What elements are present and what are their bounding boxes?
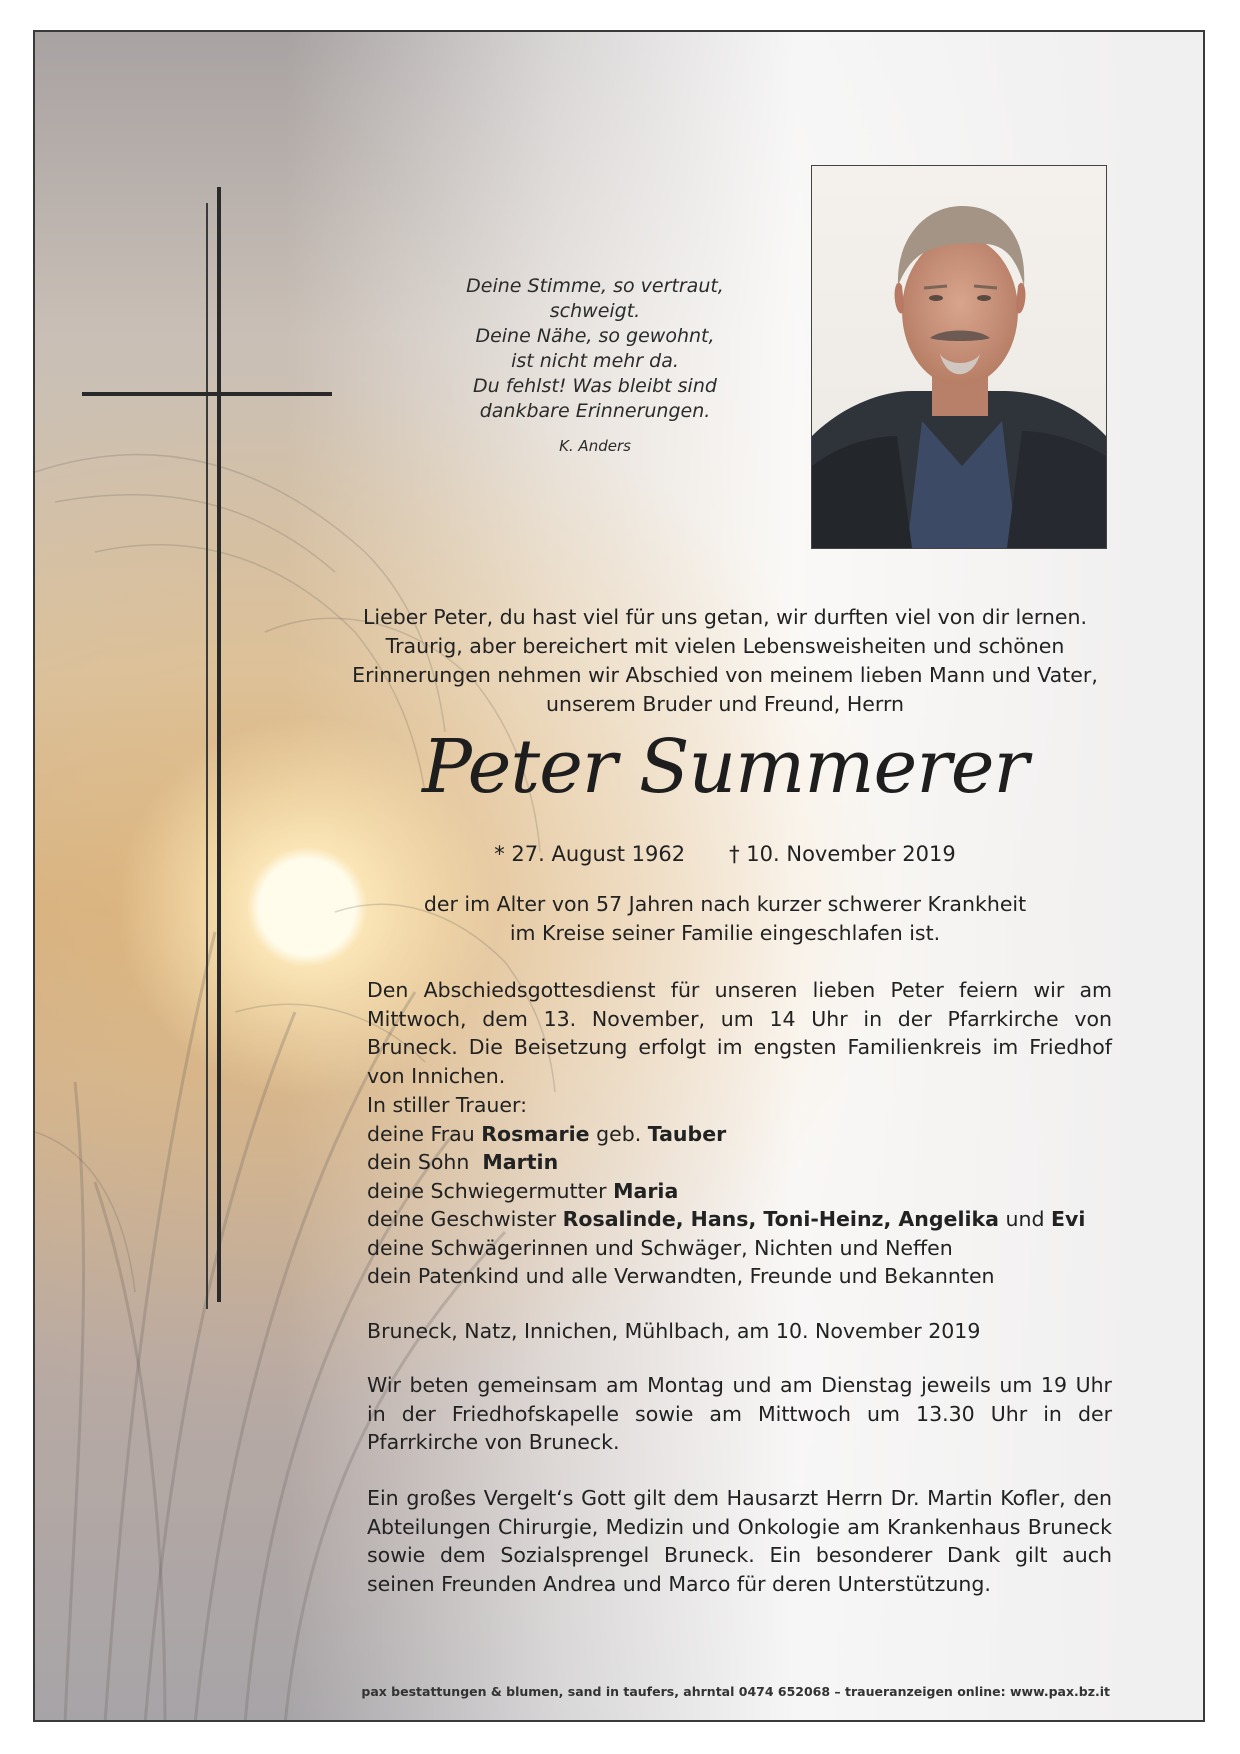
mourner-text: dein Sohn <box>367 1150 483 1174</box>
funeral-home-footer: pax bestattungen & blumen, sand in taufers, ahrntal 0474 652068 – traueranzeigen online: www.pax.bz.it <box>361 1684 1110 1699</box>
mourner-line <box>367 1177 1112 1206</box>
prayer-paragraph <box>367 1371 1112 1457</box>
mourners-heading: In stiller Trauer: <box>367 1093 527 1117</box>
poem-line: Deine Stimme, so vertraut, <box>466 275 724 297</box>
age-line: der im Alter von 57 Jahren nach kurzer schwerer Krankheit <box>423 892 1027 916</box>
mourner-name: Rosalinde, Hans, Toni-Heinz, Angelika <box>562 1207 999 1231</box>
thanks-paragraph <box>367 1484 1112 1598</box>
intro-line: unserem Bruder und Freund, Herrn <box>546 692 904 716</box>
mourner-name: Rosmarie <box>481 1121 590 1146</box>
mourner-text: deine Geschwister <box>367 1207 563 1231</box>
portrait-photo <box>811 165 1107 549</box>
mourners-list <box>367 1091 1112 1291</box>
mourner-name: Tauber <box>647 1121 727 1146</box>
memorial-poem <box>425 274 765 459</box>
mourner-text: und <box>998 1207 1051 1231</box>
poem-line: Deine Nähe, so gewohnt, <box>475 325 715 347</box>
life-dates <box>335 840 1115 869</box>
mourner-text: deine Frau <box>367 1121 482 1146</box>
mourner-text: geb. <box>589 1121 648 1146</box>
place-date: Bruneck, Natz, Innichen, Mühlbach, am 10. November 2019 <box>367 1319 981 1343</box>
mourner-line <box>367 1148 1112 1177</box>
intro-text <box>335 603 1115 719</box>
intro-line: Erinnerungen nehmen wir Abschied von meinem lieben Mann und Vater, <box>352 663 1098 687</box>
mourner-name: Maria <box>613 1178 679 1203</box>
prayer-text: Wir beten gemeinsam am Montag und am Dienstag jeweils um 19 Uhr in der Friedhofskapelle sowie am Mittwoch um 13.30 Uhr in der Pfarrkirche von Bruneck. <box>367 1373 1112 1454</box>
mourner-name: Evi <box>1051 1207 1086 1231</box>
mourner-line: dein Patenkind und alle Verwandten, Freunde und Bekannten <box>367 1264 995 1288</box>
poem-author: K. Anders <box>559 437 631 455</box>
poem-line: ist nicht mehr da. <box>511 350 679 372</box>
mourner-line <box>367 1205 1112 1234</box>
poem-line: Du fehlst! Was bleibt sind <box>473 375 717 397</box>
obituary-sheet <box>33 30 1205 1722</box>
mourner-name: Martin <box>482 1150 559 1174</box>
thanks-text: Ein großes Vergelt‘s Gott gilt dem Hausarzt Herrn Dr. Martin Kofler, den Abteilungen Chirurgie, Medizin und Onkologie am Krankenhaus Bruneck sowie dem Sozialsprengel Bruneck. Ein besonderer Dank gilt auch seinen Freunden Andrea und Marco für deren Unterstützung. <box>367 1486 1112 1596</box>
cross-horizontal-bar <box>82 392 332 396</box>
age-line: im Kreise seiner Familie eingeschlafen ist. <box>509 921 941 945</box>
cross-vertical-bar <box>217 187 221 1302</box>
mourner-text: deine Schwiegermutter <box>367 1178 614 1203</box>
poem-line: dankbare Erinnerungen. <box>479 400 711 422</box>
mourner-line <box>367 1120 1112 1149</box>
birth-date: * 27. August 1962 <box>494 842 686 866</box>
service-paragraph <box>367 976 1112 1090</box>
intro-line: Traurig, aber bereichert mit vielen Lebensweisheiten und schönen <box>385 634 1065 658</box>
death-date: † 10. November 2019 <box>729 842 956 866</box>
age-statement <box>335 890 1115 948</box>
poem-line: schweigt. <box>549 300 641 322</box>
mourner-line: deine Schwägerinnen und Schwäger, Nichten und Neffen <box>367 1235 953 1260</box>
intro-line: Lieber Peter, du hast viel für uns getan, wir durften viel von dir lernen. <box>362 605 1088 629</box>
cross-thin-line <box>206 203 208 1309</box>
deceased-name: Peter Summerer <box>422 724 1028 810</box>
service-text: Den Abschiedsgottesdienst für unseren lieben Peter feiern wir am Mittwoch, dem 13. November, um 14 Uhr in der Pfarrkirche von Bruneck. Die Beisetzung erfolgt im engsten Familienkreis im Friedhof von Innichen. <box>367 978 1112 1088</box>
